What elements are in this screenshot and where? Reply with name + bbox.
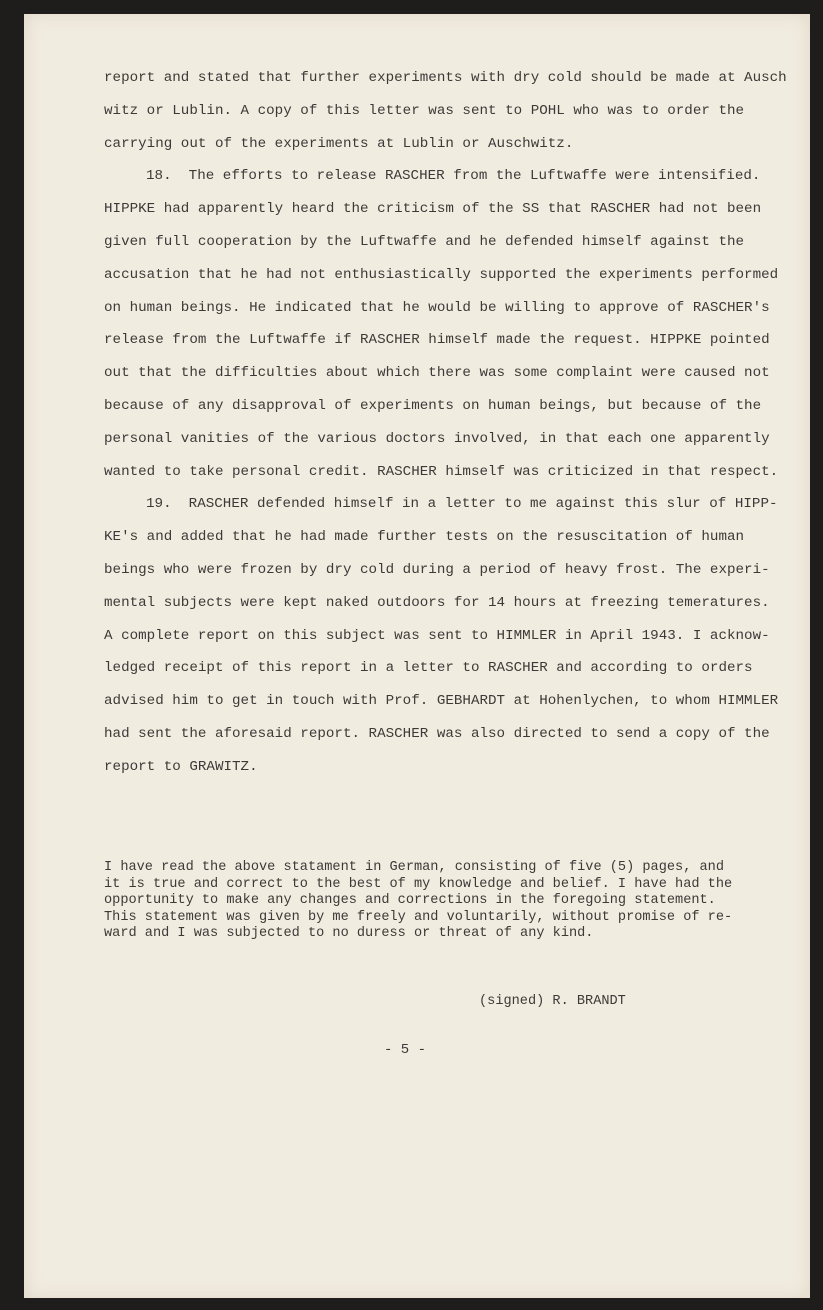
text-line: 19. RASCHER defended himself in a letter to me against this slur of HIPP- bbox=[146, 496, 778, 513]
text-line: advised him to get in touch with Prof. GEBHARDT at Hohenlychen, to whom HIMMLER bbox=[104, 693, 779, 710]
text-line: accusation that he had not enthusiastically supported the experiments performed bbox=[104, 266, 779, 283]
text-line: witz or Lublin. A copy of this letter was sent to POHL who was to order the bbox=[104, 102, 745, 119]
text-line: because of any disapproval of experiments on human beings, but because of the bbox=[104, 397, 762, 414]
text-line: A complete report on this subject was sent to HIMMLER in April 1943. I acknow- bbox=[104, 627, 770, 644]
document-page bbox=[24, 14, 810, 1298]
text-line: report and stated that further experiments with dry cold should be made at Ausch bbox=[104, 70, 787, 86]
text-line: had sent the aforesaid report. RASCHER was also directed to send a copy of the bbox=[104, 725, 770, 742]
text-line: out that the difficulties about which there was some complaint were caused not bbox=[104, 365, 770, 382]
text-line: I have read the above statament in German, consisting of five (5) pages, and bbox=[104, 860, 724, 875]
text-line: ward and I was subjected to no duress or threat of any kind. bbox=[104, 926, 594, 942]
text-line: KE's and added that he had made further tests on the resuscitation of human bbox=[104, 529, 745, 546]
text-line: HIPPKE had apparently heard the criticism of the SS that RASCHER had not been bbox=[104, 201, 762, 218]
text-line: given full cooperation by the Luftwaffe and he defended himself against the bbox=[104, 233, 745, 250]
text-line: wanted to take personal credit. RASCHER himself was criticized in that respect. bbox=[104, 463, 779, 480]
text-line: mental subjects were kept naked outdoors for 14 hours at freezing temeratures. bbox=[104, 594, 770, 611]
text-line: release from the Luftwaffe if RASCHER himself made the request. HIPPKE pointed bbox=[104, 332, 770, 349]
signature-line: (signed) R. BRANDT bbox=[479, 994, 626, 1009]
text-line: on human beings. He indicated that he would be willing to approve of RASCHER's bbox=[104, 299, 770, 316]
paragraph-19 bbox=[104, 488, 784, 783]
paragraph-18 bbox=[104, 160, 784, 488]
text-line: carrying out of the experiments at Lublin or Auschwitz. bbox=[104, 135, 574, 152]
text-line: 18. The efforts to release RASCHER from the Luftwaffe were intensified. bbox=[146, 168, 761, 185]
text-line: report to GRAWITZ. bbox=[104, 758, 258, 775]
text-line: ledged receipt of this report in a letter to RASCHER and according to orders bbox=[104, 660, 753, 677]
page-number: - 5 - bbox=[384, 1042, 427, 1058]
statement-body bbox=[104, 62, 787, 784]
text-line: This statement was given by me freely and voluntarily, without promise of re- bbox=[104, 909, 733, 925]
paragraph-17-tail bbox=[104, 62, 787, 160]
text-line: beings who were frozen by dry cold during a period of heavy frost. The experi- bbox=[104, 561, 770, 578]
certification-statement bbox=[104, 860, 764, 943]
text-line: personal vanities of the various doctors involved, in that each one apparently bbox=[104, 430, 770, 447]
text-line: it is true and correct to the best of my knowledge and belief. I have had the bbox=[104, 876, 733, 892]
text-line: opportunity to make any changes and corrections in the foregoing statement. bbox=[104, 893, 716, 909]
